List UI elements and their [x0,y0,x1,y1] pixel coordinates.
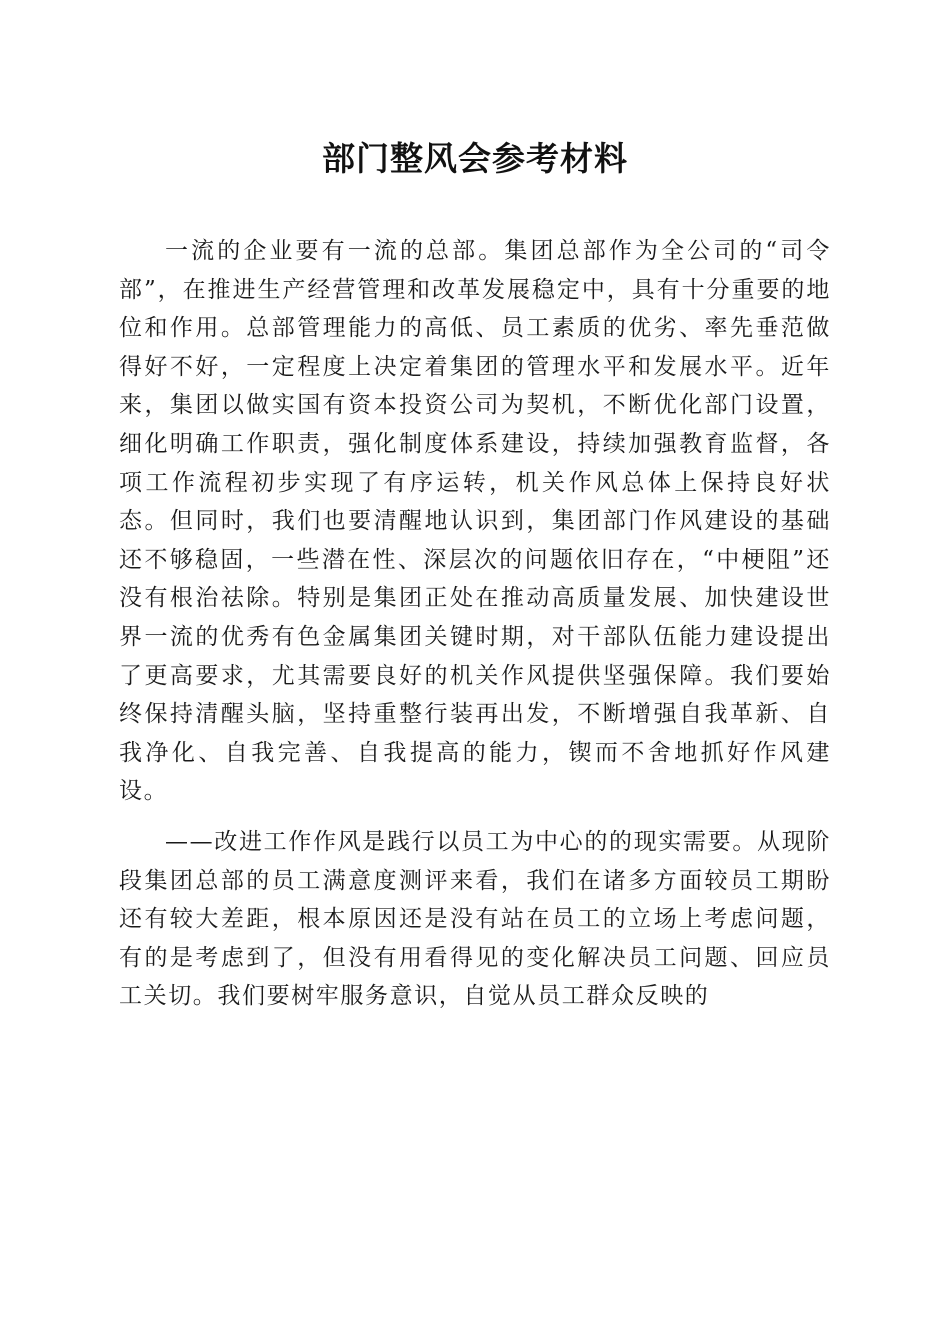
document-title: 部门整风会参考材料 [322,139,628,178]
body-paragraph-2: ——改进工作作风是践行以员工为中心的的现实需要。从现阶段集团总部的员工满意度测评来看，我们在诸多方面较员工期盼还有较大差距，根本原因还是没有站在员工的立场上考虑问题，有的是考虑到了，但没有用看得见的变化解决员工问题、回应员工关切。我们要树牢服务意识，自觉从员工群众反映的 [119,828,831,1010]
body-paragraph-1: 一流的企业要有一流的总部。集团总部作为全公司的“司令部”，在推进生产经营管理和改革发展稳定中，具有十分重要的地位和作用。总部管理能力的高低、员工素质的优劣、率先垂范做得好不好，一定程度上决定着集团的管理水平和发展水平。近年来，集团以做实国有资本投资公司为契机，不断优化部门设置，细化明确工作职责，强化制度体系建设，持续加强教育监督，各项工作流程初步实现了有序运转，机关作风总体上保持良好状态。但同时，我们也要清醒地认识到，集团部门作风建设的基础还不够稳固，一些潜在性、深层次的问题依旧存在，“中梗阻”还没有根治祛除。特别是集团正处在推动高质量发展、加快建设世界一流的优秀有色金属集团关键时期，对干部队伍能力建设提出了更高要求，尤其需要良好的机关作风提供坚强保障。我们要始终保持清醒头脑，坚持重整行装再出发，不断增强自我革新、自我净化、自我完善、自我提高的能力，锲而不舍地抓好作风建设。 [119,238,831,805]
document-body [119,232,831,1016]
